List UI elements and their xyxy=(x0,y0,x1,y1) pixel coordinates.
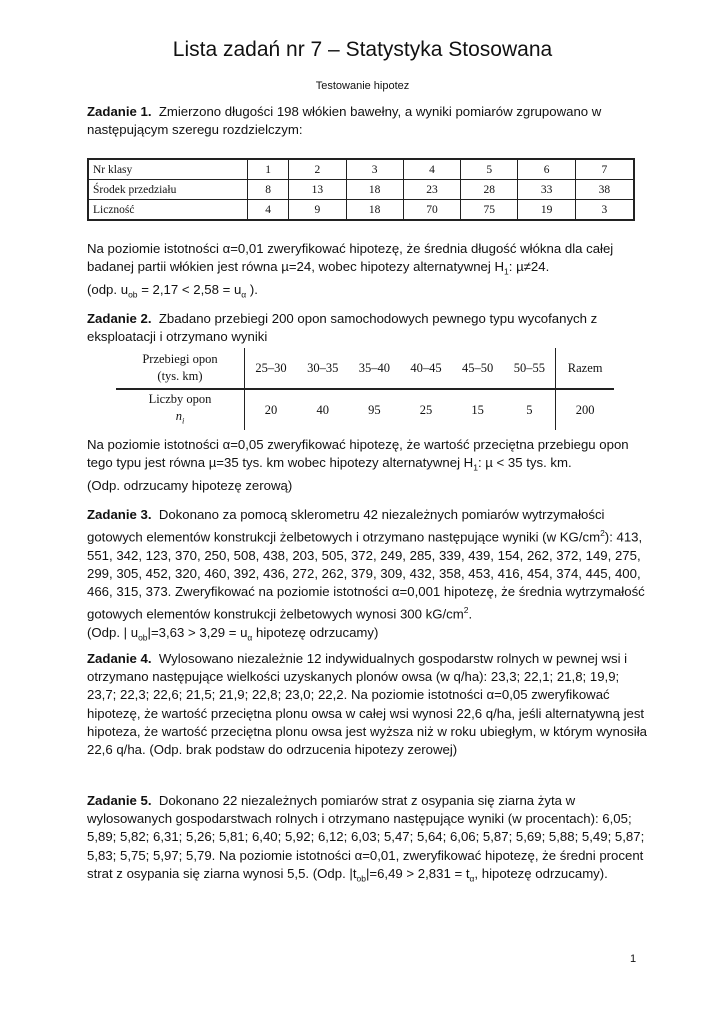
table-cell: 19 xyxy=(518,200,575,221)
task2-intro-text: Zbadano przebiegi 200 opon samochodowych pewnego typu wycofanych z eksploatacji i otrzymano wyniki xyxy=(87,311,598,345)
table-cell: 28 xyxy=(461,180,518,200)
task3-text: . xyxy=(468,606,473,622)
task1-answer: (odp. u xyxy=(87,282,129,298)
table-cell: 75 xyxy=(461,200,518,221)
task1-answer: ). xyxy=(246,282,258,298)
task1-question-end: : µ≠24. xyxy=(508,259,550,275)
task5-label: Zadanie 5. xyxy=(87,793,152,808)
superscript: 2 xyxy=(463,605,469,616)
table-header-line: Liczby opon xyxy=(148,391,212,406)
table-header-line: (tys. km) xyxy=(157,369,203,383)
table-cell: 8 xyxy=(248,180,289,200)
table-cell: 13 xyxy=(289,180,346,200)
task1-table xyxy=(87,158,635,221)
page-subtitle: Testowanie hipotez xyxy=(315,80,410,92)
task5-text: Dokonano 22 niezależnych pomiarów strat z osypania się ziarna żyta w wylosowanych gospodarstwach rolnych i otrzymano następujące wyniki (w procentach): 6,05; 5,89; 5,82; 6,31; 5,26; 5,81; 6,40; 5,92; 6,12; 6,03; 5,47; 5,64; 6,06; 5,87; 5,69; 5,88; 5,49; 5,87; 5,83; 5,75; 5,97; 5,79. Na poziomie istotności α=0,01, zweryfikować hipotezę, że średni procent strat z osypania się ziarna wynosi 5,5. (Odp. |t xyxy=(87,793,645,881)
table-header: Nr klasy xyxy=(88,159,248,180)
table-cell: 40–45 xyxy=(400,348,452,389)
table-cell: 30–35 xyxy=(297,348,349,389)
table-cell: 40 xyxy=(316,402,329,417)
table-cell: 45–50 xyxy=(452,348,504,389)
task1-answer: = 2,17 < 2,58 = u xyxy=(137,282,242,298)
table-cell: 4 xyxy=(248,200,289,221)
table-cell: 200 xyxy=(556,389,614,430)
task1-question-text: Na poziomie istotności α=0,01 zweryfikować hipotezę, że średnia długość włókna dla całej badanej partii włókien jest równa µ=24, wobec hipotezy alternatywnej H xyxy=(87,241,614,275)
table-cell: 23 xyxy=(403,180,460,200)
subscript: 1 xyxy=(504,266,509,277)
task5-text: |=6,49 > 2,831 = t xyxy=(365,865,470,881)
table-row xyxy=(116,389,614,430)
task3 xyxy=(87,506,647,647)
task5-text: , hipotezę odrzucamy). xyxy=(474,865,608,881)
table-cell: 3 xyxy=(346,159,403,180)
table-cell: 38 xyxy=(575,180,634,200)
table-row xyxy=(88,159,634,180)
page-title: Lista zadań nr 7 – Statystyka Stosowana xyxy=(172,38,553,61)
task2-label: Zadanie 2. xyxy=(87,311,152,326)
task4-text: Wylosowano niezależnie 12 indywidualnych gospodarstw rolnych w pewnej wsi i otrzymano następujące wielkości uzyskanych plonów owsa (w q/ha): 23,3; 22,1; 21,8; 19,9; 23,7; 22,3; 22,6; 21,5; 21,9; 22,8; 23,0; 22,2. Na poziomie istotności α=0,05 zweryfikować hipotezę, że wartość przeciętna plonu owsa w całej wsi wynosi 22,6 q/ha, jeśli alternatywną jest hipoteza, że wartość przeciętna plonu owsa jest wyższa niż w roku ubiegłym, w którym wynosiła 22,6 q/ha. (Odp. brak podstaw do odrzucenia hipotezy zerowej) xyxy=(87,651,647,758)
task5 xyxy=(87,792,647,888)
task2-intro xyxy=(87,310,647,346)
subscript: α xyxy=(469,873,475,884)
table-cell: 20 xyxy=(245,389,297,430)
task4 xyxy=(87,650,647,759)
subscript: α xyxy=(241,289,247,300)
table-header-line: Przebiegi opon xyxy=(142,352,218,366)
table-header xyxy=(116,389,245,430)
table-cell: 18 xyxy=(346,180,403,200)
table-cell: 7 xyxy=(575,159,634,180)
task1-question xyxy=(87,240,647,304)
task1-intro-text: Zmierzono długości 198 włókien bawełny, a wyniki pomiarów zgrupowano w następującym szeregu rozdzielczym: xyxy=(87,104,602,138)
table-cell: 5 xyxy=(461,159,518,180)
subscript: i xyxy=(181,415,185,426)
table-row xyxy=(88,180,634,200)
task2-answer: (Odp. odrzucamy hipotezę zerową) xyxy=(87,478,293,494)
table-cell: 95 xyxy=(368,402,381,417)
subscript: α xyxy=(247,632,253,643)
table-cell: 5 xyxy=(526,402,533,417)
task1-intro xyxy=(87,103,647,139)
task3-answer: |=3,63 > 3,29 = u xyxy=(147,625,248,640)
table-cell: 1 xyxy=(248,159,289,180)
table-cell: 18 xyxy=(346,200,403,221)
task2-question xyxy=(87,436,647,495)
task2-question-end: : µ < 35 tys. km. xyxy=(477,455,572,471)
table-header-line: n xyxy=(175,408,182,423)
task4-label: Zadanie 4. xyxy=(87,651,152,666)
task1-label: Zadanie 1. xyxy=(87,104,152,119)
table-cell: 70 xyxy=(403,200,460,221)
table-cell: 35–40 xyxy=(349,348,401,389)
table-row xyxy=(116,348,614,389)
page-number: 1 xyxy=(630,953,637,965)
table-cell: 15 xyxy=(471,402,484,417)
superscript: 2 xyxy=(600,528,605,539)
task3-text: Dokonano za pomocą sklerometru 42 niezależnych pomiarów wytrzymałości gotowych elementów konstrukcji żelbetowych i otrzymano następujące wyniki (w KG/cm xyxy=(87,507,605,545)
task2-question-text: Na poziomie istotności α=0,05 zweryfikować hipotezę, że wartość przeciętna przebiegu opon tego typu jest równa µ=35 tys. km wobec hipotezy alternatywnej H xyxy=(87,437,629,471)
subscript: ob xyxy=(138,632,148,643)
task3-answer: (Odp. | u xyxy=(87,625,139,640)
table-cell: Razem xyxy=(556,348,614,389)
table-cell: 33 xyxy=(518,180,575,200)
table-cell: 25–30 xyxy=(245,348,297,389)
task3-text: ): 413, 551, 342, 123, 370, 250, 508, 438, 203, 505, 372, 249, 285, 339, 439, 154, 262, 372, 149, 275, 299, 305, 452, 320, 460, 392, 436, 272, 262, 379, 309, 432, 358, 453, 416, 454, 374, 445, 400, 466, 315, 373. Zweryfikować na poziomie istotności α=0,001 hipotezę, że średnia wytrzymałość gotowych elementów konstrukcji żelbetowych wynosi 300 kG/cm xyxy=(87,529,645,622)
subscript: ob xyxy=(356,873,366,884)
table-header: Środek przedziału xyxy=(88,180,248,200)
table-cell: 4 xyxy=(403,159,460,180)
table-row xyxy=(88,200,634,221)
table-header xyxy=(116,348,245,389)
table-cell: 50–55 xyxy=(503,348,555,389)
subscript: 1 xyxy=(473,462,478,473)
subscript: ob xyxy=(128,289,138,300)
task2-table xyxy=(116,348,614,430)
task3-label: Zadanie 3. xyxy=(87,507,152,522)
task3-answer: hipotezę odrzucamy) xyxy=(252,625,379,640)
table-cell: 6 xyxy=(518,159,575,180)
table-cell: 3 xyxy=(575,200,634,221)
table-cell: 9 xyxy=(289,200,346,221)
table-cell: 25 xyxy=(419,402,433,417)
table-cell: 2 xyxy=(289,159,346,180)
table-header: Liczność xyxy=(88,200,248,221)
